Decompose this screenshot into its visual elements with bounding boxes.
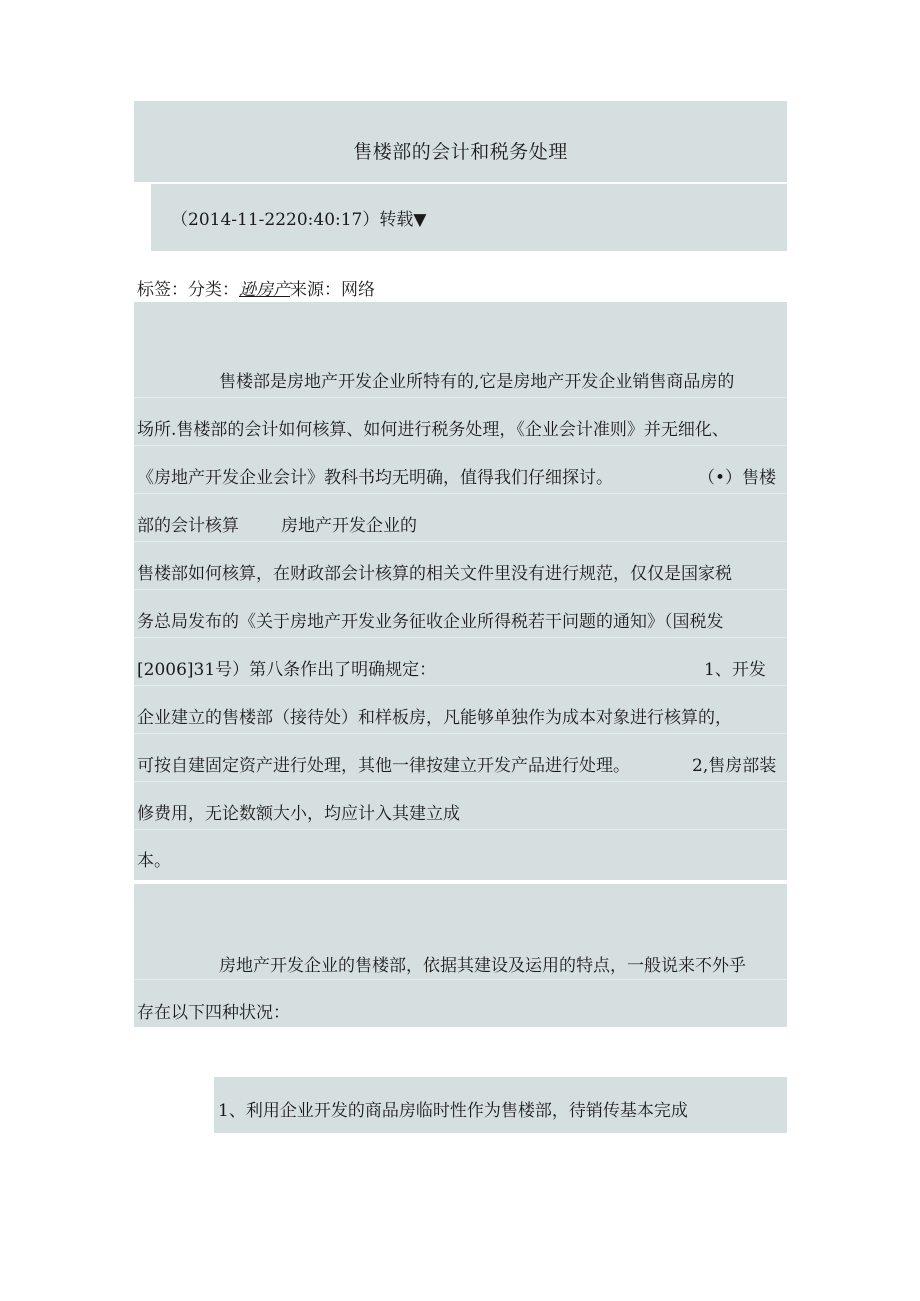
page-title: 售楼部的会计和税务处理 [353, 142, 568, 163]
source-value: 网络 [341, 280, 375, 300]
body-line: 1、开发 [704, 660, 766, 680]
row-divider [134, 979, 787, 980]
body-line: [2006]31号）第八条作出了明确规定： [137, 660, 437, 680]
post-date [171, 205, 426, 230]
body-line: 售楼部如何核算，在财政部会计核算的相关文件里没有进行规范，仅仅是国家税 [137, 564, 732, 584]
body-line: 售楼部是房地产开发企业所特有的,它是房地产开发企业销售商品房的 [219, 372, 735, 392]
body-line: 场所.售楼部的会计如何核算、如何进行税务处理，《企业会计准则》并无细化、 [137, 420, 729, 440]
row-divider [134, 733, 787, 734]
category-label: 分类： [188, 280, 239, 300]
section-heading: （•）售楼 [698, 468, 777, 488]
row-divider [134, 493, 787, 494]
tag-line [137, 275, 375, 300]
body-line: 可按自建固定资产进行处理，其他一律按建立开发产品进行处理。 [137, 756, 630, 776]
tags-label: 标签： [137, 280, 188, 300]
body-line: 本。 [137, 851, 171, 871]
body-line: 企业建立的售楼部（接待处）和样板房，凡能够单独作为成本对象进行核算的， [137, 708, 732, 728]
row-divider [134, 781, 787, 782]
category-link[interactable]: 逊房产 [239, 280, 290, 300]
post-meta-banner [151, 184, 787, 251]
body-line: 房地产开发企业的 [281, 516, 417, 536]
body-line: 2,售房部装 [692, 756, 777, 776]
body-line: 存在以下四种状况： [137, 1003, 290, 1023]
row-divider [134, 589, 787, 590]
list-item: 1、利用企业开发的商品房临时性作为售楼部，待销传基本完成 [218, 1101, 688, 1121]
body-line: 房地产开发企业的售楼部，依据其建设及运用的特点，一般说来不外乎 [219, 956, 746, 976]
row-divider [134, 637, 787, 638]
body-line: 《房地产开发企业会计》教科书均无明确，值得我们仔细探讨。 [137, 468, 613, 488]
row-divider [134, 685, 787, 686]
source-label: 来源： [290, 280, 341, 300]
row-divider [134, 829, 787, 830]
list-item-block [214, 1077, 787, 1133]
post-date-text[interactable]: （2014-11-2220:40:17）转载▼ [171, 210, 427, 230]
row-divider [134, 397, 787, 398]
title-banner [134, 101, 787, 182]
body-line: 务总局发布的《关于房地产开发业务征收企业所得税若干问题的通知》（国税发 [137, 612, 724, 632]
body-line: 修费用，无论数额大小，均应计入其建立成 [137, 804, 460, 824]
row-divider [134, 541, 787, 542]
body-line: 部的会计核算 [137, 516, 239, 536]
row-divider [134, 445, 787, 446]
